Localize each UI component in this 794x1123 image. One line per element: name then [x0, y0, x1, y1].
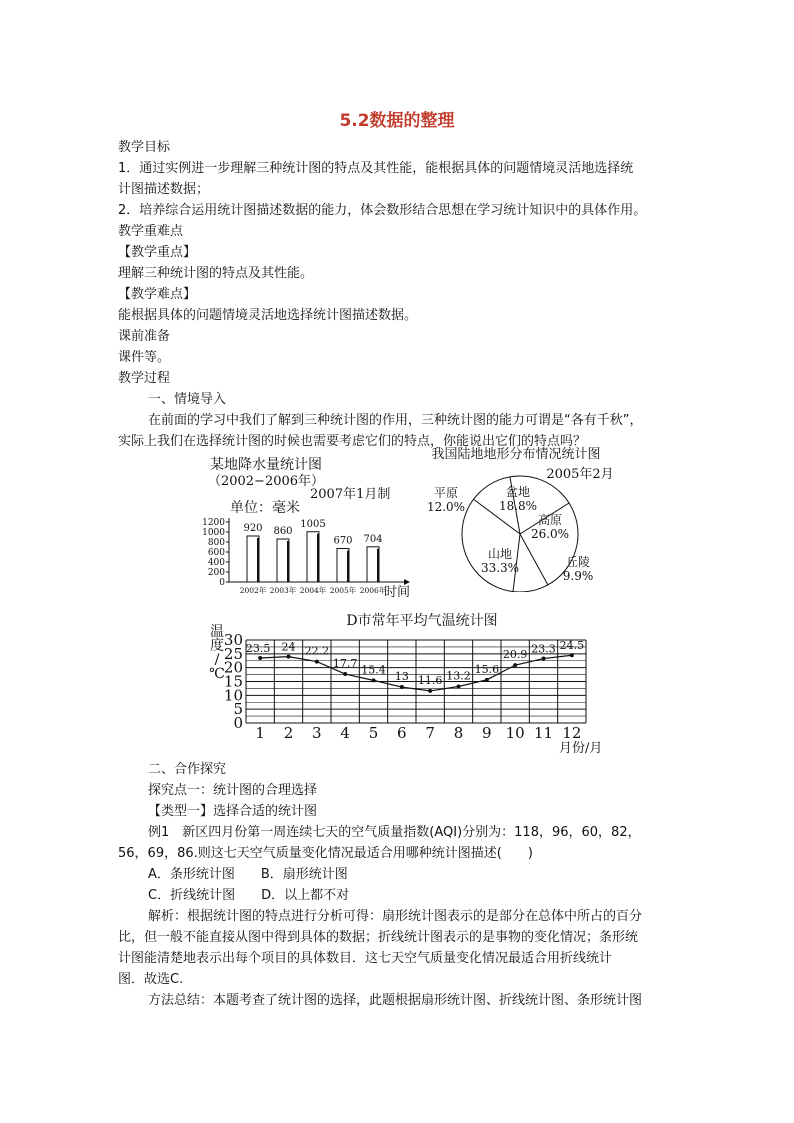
line-y-tick-label: 15: [223, 672, 243, 691]
pie-slice-name: 山地: [487, 547, 513, 561]
line-point: [258, 656, 262, 660]
sub-heading: 【类型一】选择合适的统计图: [148, 804, 318, 819]
pie-slice-name: 丘陵: [565, 555, 591, 569]
pie-chart-slices: [427, 476, 593, 592]
line-point-label: 15.6: [474, 662, 500, 676]
pie-chart-date-note: 2005年2月: [546, 467, 614, 482]
bar-category-label: 2004年: [299, 586, 327, 595]
paragraph: 1．通过实例进一步理解三种统计图的特点及其性能，能根据具体的问题情境灵活地选择统: [118, 161, 634, 176]
line-chart-y-label: [209, 624, 225, 682]
line-y-tick-label: 5: [233, 700, 243, 719]
bar-shadow: [287, 541, 289, 582]
line-point-label: 13.2: [446, 669, 471, 683]
bar-chart-unit-label: 单位：毫米: [230, 500, 300, 516]
example-question: 例1 新区四月份第一周连续七天的空气质量指数(AQI)分别为：118，96，60，82，: [148, 825, 641, 840]
terrain-pie-chart: [418, 442, 648, 592]
pie-slice-name: 盆地: [505, 485, 531, 499]
line-point-label: 24: [281, 640, 296, 654]
bar-value-label: 704: [363, 533, 383, 545]
sub-heading: 一、情境导入: [148, 392, 227, 407]
line-x-tick-label: 5: [368, 724, 379, 742]
pie-slice-percent: 26.0%: [530, 527, 570, 541]
bar-chart-subtitle: （2002−2006年）: [207, 474, 325, 489]
section-heading: 教学重难点: [118, 224, 184, 239]
line-point: [542, 657, 546, 661]
line-x-tick-label: 8: [453, 724, 464, 742]
line-y-tick-label: 10: [223, 686, 243, 705]
line-point: [372, 678, 376, 682]
bar-value-label: 1005: [300, 518, 326, 530]
pie-slice-percent: 18.8%: [498, 499, 538, 513]
line-point: [457, 684, 461, 688]
example-question: 56，69，86.则这七天空气质量变化情况最适合用哪种统计图描述( ): [118, 846, 533, 861]
sub-heading: 【教学重点】: [118, 245, 197, 260]
bar-category-label: 2006年: [359, 586, 387, 595]
paragraph: 解析：根据统计图的特点进行分析可得：扇形统计图表示的是部分在总体中所占的百分: [148, 909, 643, 924]
paragraph: 课件等。: [118, 350, 171, 365]
bar-y-tick-label: 200: [207, 568, 225, 578]
line-point: [428, 689, 432, 693]
section-heading: 教学目标: [118, 140, 171, 155]
pie-slice-percent: 33.3%: [480, 561, 520, 575]
page-title: 5.2数据的整理: [339, 111, 455, 131]
section-heading: 课前准备: [118, 329, 171, 344]
line-point: [287, 655, 291, 659]
line-point-label: 22.2: [304, 644, 330, 658]
line-y-tick-label: 20: [223, 658, 243, 677]
line-y-tick-label: 25: [223, 644, 243, 663]
line-point: [315, 660, 319, 664]
bar-chart-x-label: 时间: [384, 585, 411, 600]
line-point-label: 20.9: [502, 648, 528, 662]
bar-chart-title: 某地降水量统计图: [210, 457, 322, 473]
paragraph: 在前面的学习中我们了解到三种统计图的作用，三种统计图的能力可谓是“各有千秋”，: [148, 413, 643, 428]
paragraph: 比，但一般不能直接从图中得到具体的数据；折线统计图表示的是事物的变化情况；条形统: [118, 930, 639, 945]
bar-category-label: 2003年: [269, 586, 297, 595]
line-chart-series: [246, 639, 584, 693]
bar-y-tick-label: 0: [219, 578, 225, 588]
line-point-label: 15.4: [361, 663, 386, 677]
temperature-line-chart: [204, 608, 624, 758]
bar-y-tick-label: 1200: [202, 518, 225, 528]
line-x-tick-label: 12: [562, 724, 582, 742]
paragraph: 实际上我们在选择统计图的时候也需要考虑它们的特点，你能说出它们的特点吗？: [118, 434, 587, 449]
line-point-label: 13: [394, 670, 409, 684]
bar-shadow: [347, 551, 349, 583]
bar-chart-date-note: 2007年1月制: [310, 487, 391, 502]
section-heading: 二、合作探究: [148, 762, 227, 777]
section-heading: 教学过程: [118, 371, 171, 386]
sub-heading: 探究点一：统计图的合理选择: [148, 783, 318, 798]
line-y-tick-label: 0: [233, 714, 243, 732]
line-point-label: 17.7: [332, 657, 358, 671]
line-point-label: 23.3: [531, 642, 556, 656]
line-point-label: 23.5: [245, 641, 271, 655]
line-point: [485, 678, 489, 682]
line-point: [343, 672, 347, 676]
pie-slice-percent: 12.0%: [426, 500, 466, 514]
pie-slice-percent: 9.9%: [562, 569, 594, 583]
bar-y-tick-label: 400: [207, 558, 225, 568]
line-chart-x-label: 月份/月: [559, 741, 603, 756]
answer-options: A．条形统计图 B．扇形统计图: [148, 867, 348, 882]
bar-y-tick-label: 1000: [202, 528, 225, 538]
line-point-label: 11.6: [417, 673, 443, 687]
line-y-tick-label: 30: [223, 631, 243, 649]
line-x-tick-label: 11: [533, 724, 554, 742]
bar-y-tick-label: 800: [207, 538, 225, 548]
bar-value-label: 860: [273, 526, 293, 537]
line-y-label-char: 温: [210, 624, 224, 640]
pie-chart-title: 我国陆地地形分布情况统计图: [431, 447, 601, 462]
line-y-label-char: /: [214, 652, 220, 668]
paragraph: 计图描述数据；: [118, 182, 210, 197]
line-x-tick-label: 6: [397, 724, 407, 742]
line-x-tick-label: 3: [312, 724, 322, 742]
line-point: [400, 685, 404, 689]
line-x-tick-label: 1: [255, 724, 265, 742]
precipitation-bar-chart: [196, 452, 416, 602]
bar-shadow: [377, 549, 379, 582]
line-point: [570, 653, 574, 657]
bar-value-label: 920: [243, 523, 263, 534]
pie-slice-name: 平原: [433, 486, 459, 500]
line-x-tick-label: 7: [425, 724, 435, 742]
bar-category-label: 2002年: [239, 586, 267, 595]
line-x-tick-label: 9: [482, 724, 492, 742]
paragraph: 计图能清楚地表示出每个项目的具体数目．这七天空气质量变化情况最适合用折线统计: [118, 951, 613, 966]
paragraph: 图．故选C.: [118, 972, 184, 987]
bar-value-label: 670: [333, 535, 353, 547]
line-point-label: 24.5: [559, 639, 585, 653]
line-x-tick-label: 4: [340, 724, 350, 742]
line-chart-title: D市常年平均气温统计图: [346, 613, 498, 629]
bar-shadow: [257, 538, 259, 582]
pie-slice-name: 高原: [537, 513, 563, 527]
line-x-tick-label: 2: [283, 724, 294, 742]
line-y-label-char: ℃: [209, 666, 225, 682]
sub-heading: 【教学难点】: [118, 287, 197, 302]
paragraph: 能根据具体的问题情境灵活地选择统计图描述数据。: [118, 308, 418, 323]
bar-chart-bars: [240, 519, 387, 595]
bar-y-tick-label: 600: [207, 548, 225, 558]
paragraph: 2．培养综合运用统计图描述数据的能力，体会数形结合思想在学习统计知识中的具体作用。: [118, 203, 647, 218]
line-point: [513, 663, 517, 667]
bar-shadow: [317, 534, 319, 582]
paragraph: 理解三种统计图的特点及其性能。: [118, 266, 314, 281]
bar-category-label: 2005年: [329, 586, 357, 595]
paragraph: 方法总结：本题考查了统计图的选择，此题根据扇形统计图、折线统计图、条形统计图: [148, 993, 643, 1008]
line-y-label-char: 度: [210, 638, 224, 654]
answer-options: C．折线统计图 D．以上都不对: [148, 888, 350, 903]
line-x-tick-label: 10: [505, 724, 525, 742]
